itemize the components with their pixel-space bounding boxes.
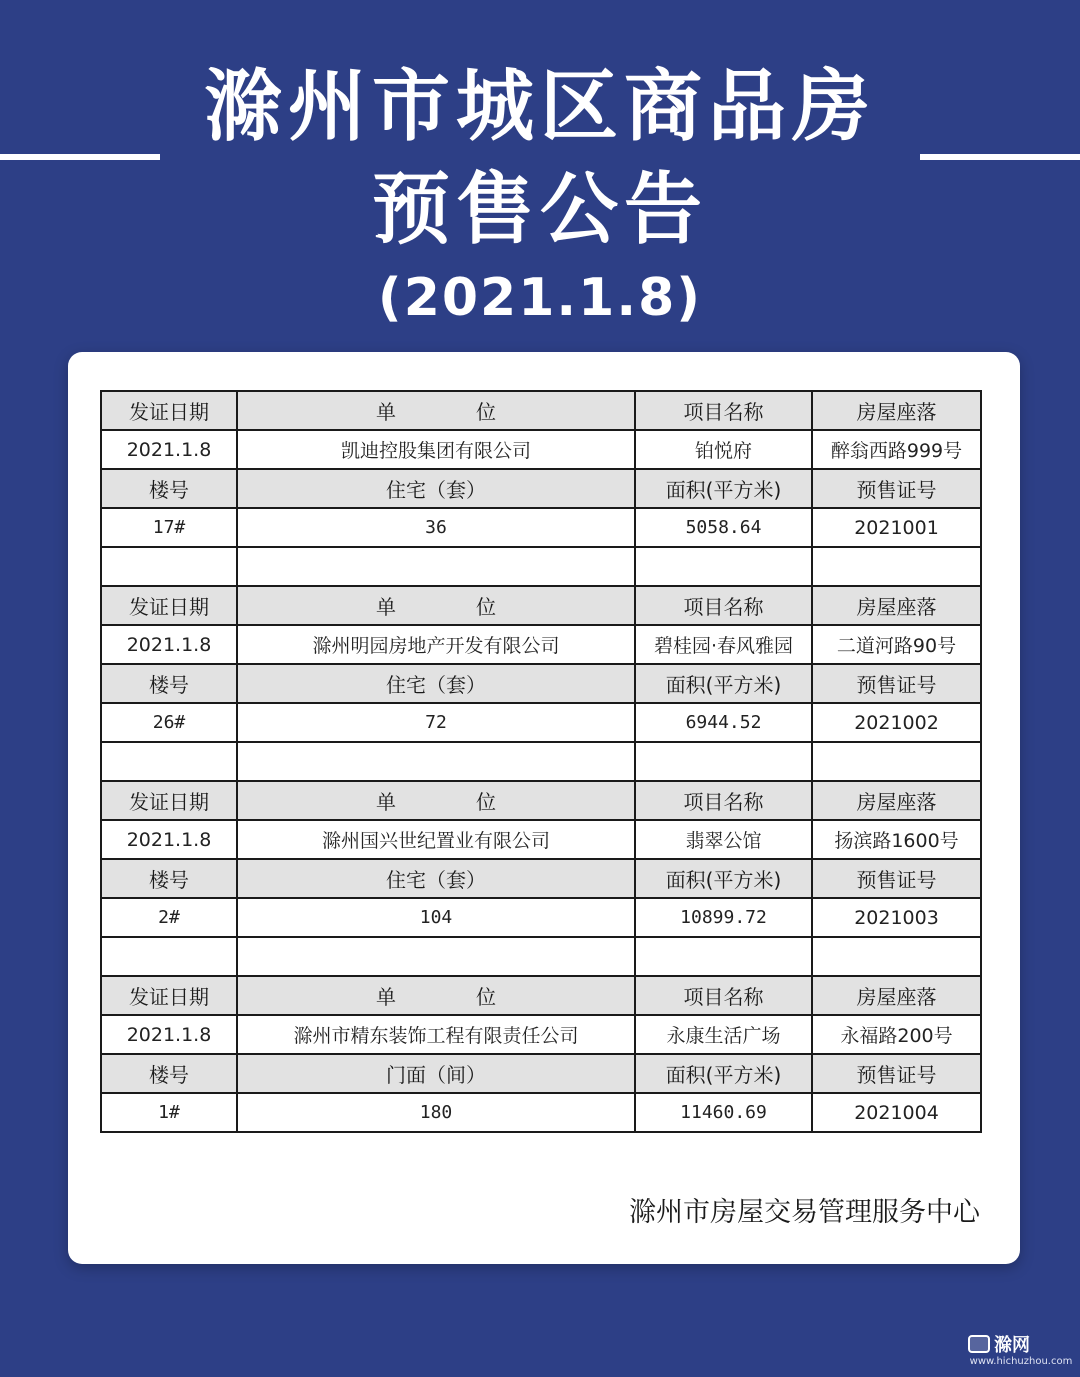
issue-date-header: 发证日期: [101, 586, 237, 625]
units-type-header: 住宅（套）: [237, 664, 635, 703]
permit-header: 预售证号: [812, 1054, 981, 1093]
watermark-url: www.hichuzhou.com: [969, 1356, 1073, 1367]
table-row: [101, 703, 981, 742]
units-type-header: 住宅（套）: [237, 859, 635, 898]
project-cell: 永康生活广场: [635, 1015, 812, 1054]
building-cell: 26#: [101, 703, 237, 742]
table-header-row: [101, 781, 981, 820]
table-row: [101, 430, 981, 469]
permit-cell: 2021003: [812, 898, 981, 937]
spacer-row: [101, 937, 981, 976]
header-rule-right: [920, 154, 1080, 160]
area-header: 面积(平方米): [635, 1054, 812, 1093]
permit-cell: 2021001: [812, 508, 981, 547]
project-cell: 翡翠公馆: [635, 820, 812, 859]
page-title: 滁州市城区商品房: [203, 62, 876, 152]
empty-cell: [237, 547, 635, 586]
issue-date-cell: 2021.1.8: [101, 625, 237, 664]
table-header-row: [101, 664, 981, 703]
unit-header: 单 位: [237, 781, 635, 820]
unit-count-cell: 180: [237, 1093, 635, 1132]
empty-cell: [812, 937, 981, 976]
empty-cell: [635, 937, 812, 976]
developer-cell: 凯迪控股集团有限公司: [237, 430, 635, 469]
empty-cell: [101, 937, 237, 976]
building-cell: 1#: [101, 1093, 237, 1132]
empty-cell: [101, 547, 237, 586]
location-cell: 二道河路90号: [812, 625, 981, 664]
unit-header: 单 位: [237, 391, 635, 430]
area-header: 面积(平方米): [635, 859, 812, 898]
watermark-logo: [968, 1330, 1072, 1358]
building-header: 楼号: [101, 1054, 237, 1093]
issuer-name: 滁州市房屋交易管理服务中心: [629, 1197, 980, 1228]
developer-cell: 滁州国兴世纪置业有限公司: [237, 820, 635, 859]
area-header: 面积(平方米): [635, 664, 812, 703]
unit-count-cell: 36: [237, 508, 635, 547]
building-cell: 17#: [101, 508, 237, 547]
empty-cell: [812, 742, 981, 781]
issue-date-cell: 2021.1.8: [101, 1015, 237, 1054]
unit-header: 单 位: [237, 586, 635, 625]
empty-cell: [635, 547, 812, 586]
empty-cell: [812, 547, 981, 586]
empty-cell: [237, 937, 635, 976]
location-cell: 醉翁西路999号: [812, 430, 981, 469]
unit-header: 单 位: [237, 976, 635, 1015]
building-header: 楼号: [101, 469, 237, 508]
table-header-row: [101, 976, 981, 1015]
table-header-row: [101, 859, 981, 898]
issue-date-cell: 2021.1.8: [101, 430, 237, 469]
site-logo-icon: [968, 1335, 990, 1353]
issue-date-cell: 2021.1.8: [101, 820, 237, 859]
table-header-row: [101, 1054, 981, 1093]
header-rule-left: [0, 154, 160, 160]
project-cell: 碧桂园·春风雅园: [635, 625, 812, 664]
watermark-logo-text: 滁网: [994, 1335, 1030, 1356]
table-header-row: [101, 469, 981, 508]
location-header: 房屋座落: [812, 391, 981, 430]
developer-cell: 滁州市精东装饰工程有限责任公司: [237, 1015, 635, 1054]
building-header: 楼号: [101, 859, 237, 898]
location-cell: 扬滨路1600号: [812, 820, 981, 859]
permit-header: 预售证号: [812, 664, 981, 703]
project-name-header: 项目名称: [635, 781, 812, 820]
developer-cell: 滁州明园房地产开发有限公司: [237, 625, 635, 664]
page-subtitle: 预售公告: [371, 165, 708, 255]
location-header: 房屋座落: [812, 976, 981, 1015]
area-cell: 11460.69: [635, 1093, 812, 1132]
building-cell: 2#: [101, 898, 237, 937]
empty-cell: [635, 742, 812, 781]
table-row: [101, 898, 981, 937]
location-header: 房屋座落: [812, 586, 981, 625]
area-cell: 6944.52: [635, 703, 812, 742]
table-header-row: [101, 391, 981, 430]
table-row: [101, 508, 981, 547]
presale-table: [100, 390, 982, 1133]
permit-header: 预售证号: [812, 859, 981, 898]
issue-date-header: 发证日期: [101, 781, 237, 820]
spacer-row: [101, 547, 981, 586]
project-name-header: 项目名称: [635, 586, 812, 625]
project-cell: 铂悦府: [635, 430, 812, 469]
table-row: [101, 1093, 981, 1132]
location-cell: 永福路200号: [812, 1015, 981, 1054]
units-type-header: 住宅（套）: [237, 469, 635, 508]
announcement-date: (2021.1.8): [377, 268, 703, 328]
issue-date-header: 发证日期: [101, 391, 237, 430]
table-header-row: [101, 586, 981, 625]
table-row: [101, 820, 981, 859]
area-cell: 5058.64: [635, 508, 812, 547]
area-cell: 10899.72: [635, 898, 812, 937]
permit-cell: 2021004: [812, 1093, 981, 1132]
table-row: [101, 625, 981, 664]
building-header: 楼号: [101, 664, 237, 703]
spacer-row: [101, 742, 981, 781]
units-type-header: 门面（间）: [237, 1054, 635, 1093]
table-row: [101, 1015, 981, 1054]
permit-cell: 2021002: [812, 703, 981, 742]
unit-count-cell: 104: [237, 898, 635, 937]
project-name-header: 项目名称: [635, 391, 812, 430]
area-header: 面积(平方米): [635, 469, 812, 508]
project-name-header: 项目名称: [635, 976, 812, 1015]
location-header: 房屋座落: [812, 781, 981, 820]
unit-count-cell: 72: [237, 703, 635, 742]
permit-header: 预售证号: [812, 469, 981, 508]
empty-cell: [101, 742, 237, 781]
issue-date-header: 发证日期: [101, 976, 237, 1015]
empty-cell: [237, 742, 635, 781]
